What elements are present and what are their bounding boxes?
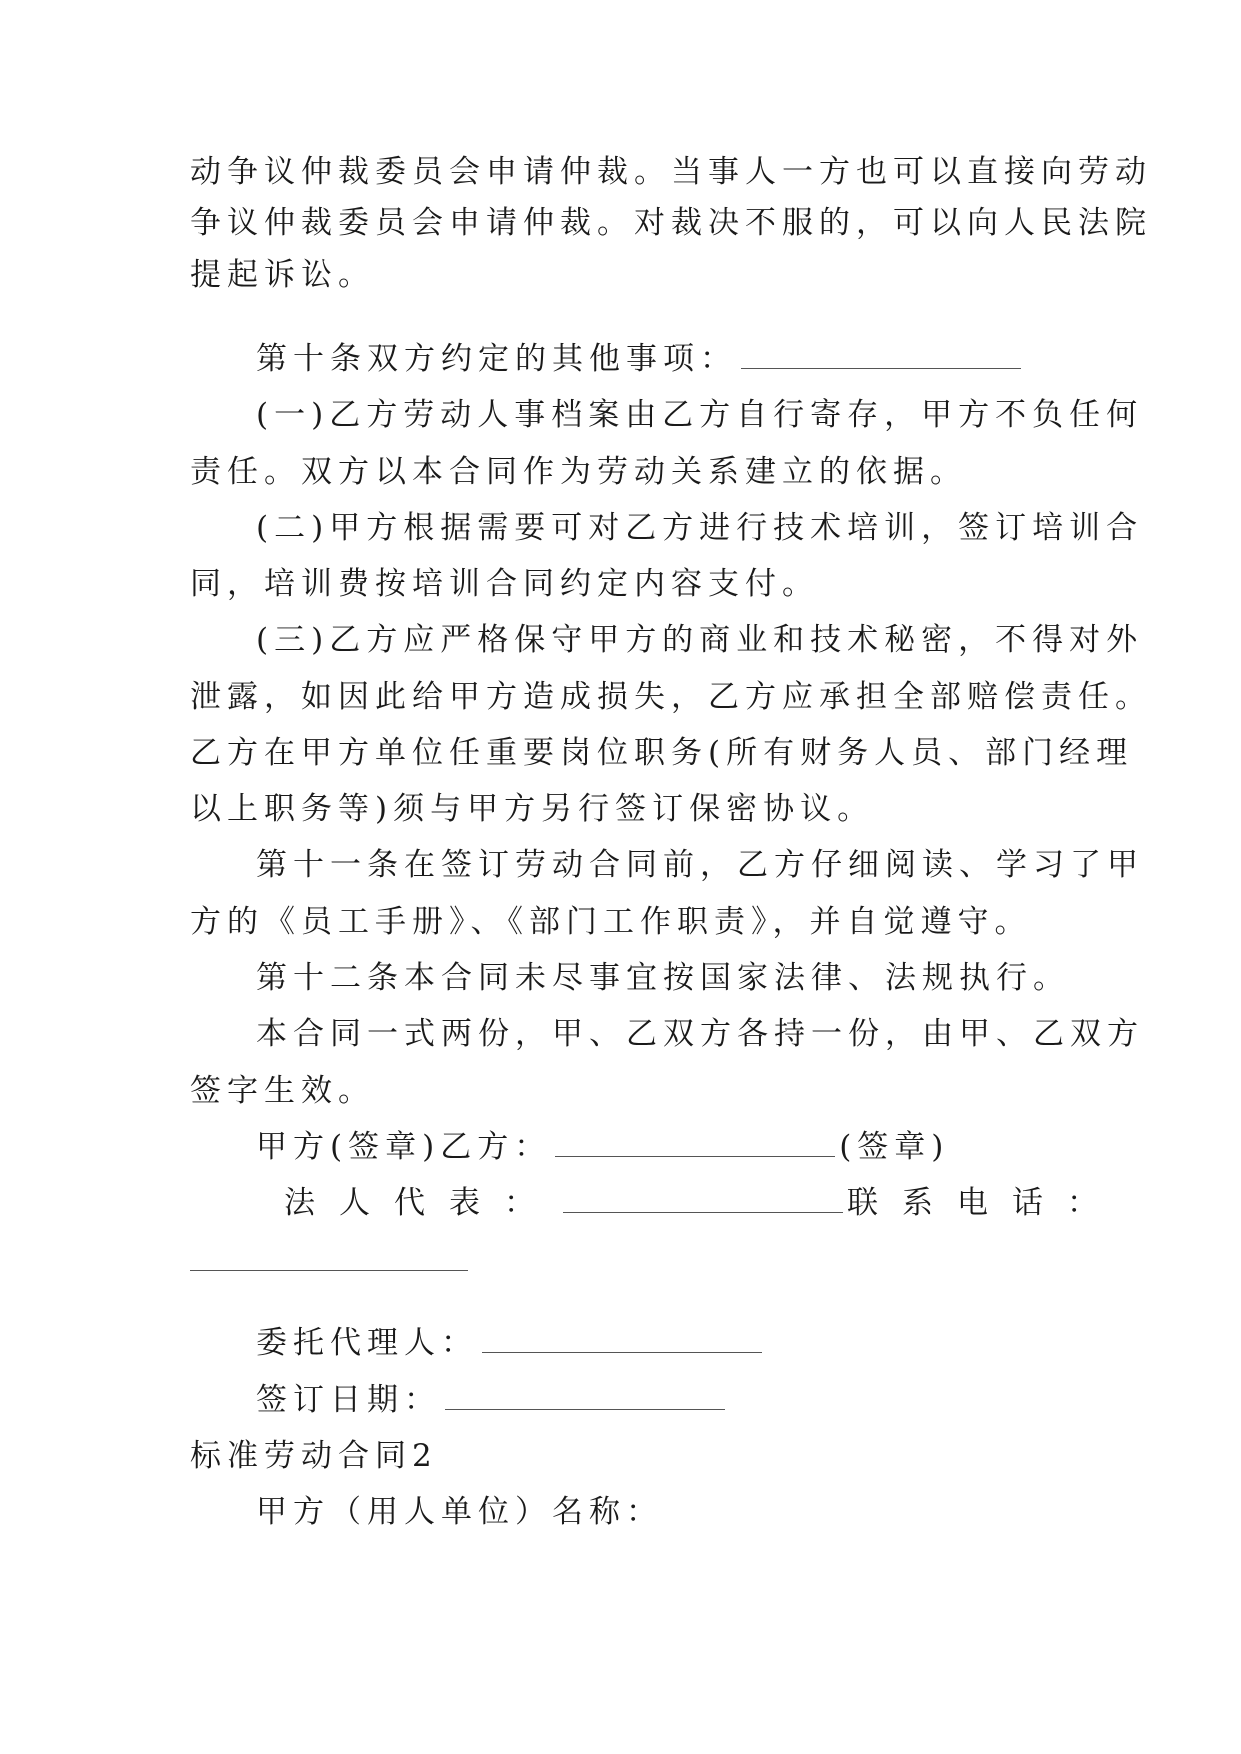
clause-10-blank [741,344,1021,369]
clause-11-cont: 方的《员工手册》、《部门工作职责》，并自觉遵守。 [190,904,1032,940]
phone-blank [190,1270,468,1271]
clause-10-item-3-cont-1: 泄露，如因此给甲方造成损失，乙方应承担全部赔偿责任。 [190,679,1152,715]
clause-10-item-2: (二)甲方根据需要可对乙方进行技术培训，签订培训合 [256,510,1144,546]
clause-10-item-1-cont: 责任。双方以本合同作为劳动关系建立的依据。 [190,454,967,490]
agent-line [256,1323,766,1363]
clause-10-item-3-cont-2: 乙方在甲方单位任重要岗位职务(所有财务人员、部门经理 [190,735,1134,771]
clause-11: 第十一条在签订劳动合同前，乙方仔细阅读、学习了甲 [256,847,1144,883]
body-line-2: 争议仲裁委员会申请仲裁。对裁决不服的，可以向人民法院 [190,205,1152,241]
clause-10 [256,339,1025,379]
phone-label: 联系电话： [847,1185,1122,1221]
legal-rep-label: 法人代表： [284,1185,559,1221]
body-line-1: 动争议仲裁委员会申请仲裁。当事人一方也可以直接向劳动 [190,154,1152,190]
clause-10-item-1: (一)乙方劳动人事档案由乙方自行寄存，甲方不负任何 [256,397,1144,433]
party-b-blank [555,1132,835,1157]
clause-10-item-2-cont: 同，培训费按培训合同约定内容支付。 [190,566,819,602]
clause-10-item-3: (三)乙方应严格保守甲方的商业和技术秘密，不得对外 [256,622,1144,658]
next-contract-title: 标准劳动合同2 [190,1438,438,1474]
copies-line-cont: 签字生效。 [190,1073,375,1109]
clause-10-item-3-cont-3: 以上职务等)须与甲方另行签订保密协议。 [190,791,875,827]
clause-12: 第十二条本合同未尽事宜按国家法律、法规执行。 [256,960,1070,996]
agent-label: 委托代理人： [256,1325,478,1361]
legal-rep-blank [563,1188,843,1213]
copies-line: 本合同一式两份，甲、乙双方各持一份，由甲、乙双方 [256,1016,1144,1052]
signature-party [256,1127,949,1167]
party-a-name-line: 甲方（用人单位）名称： [256,1494,663,1530]
date-blank [445,1385,725,1410]
party-a-label: 甲方(签章)乙方： [256,1129,552,1165]
clause-10-text: 第十条双方约定的其他事项： [256,341,737,377]
legal-rep-line [284,1183,1122,1223]
party-b-seal-label: (签章) [839,1129,950,1165]
body-line-3: 提起诉讼。 [190,257,375,293]
date-label: 签订日期： [256,1382,441,1418]
agent-blank [482,1328,762,1353]
date-line [256,1380,729,1420]
